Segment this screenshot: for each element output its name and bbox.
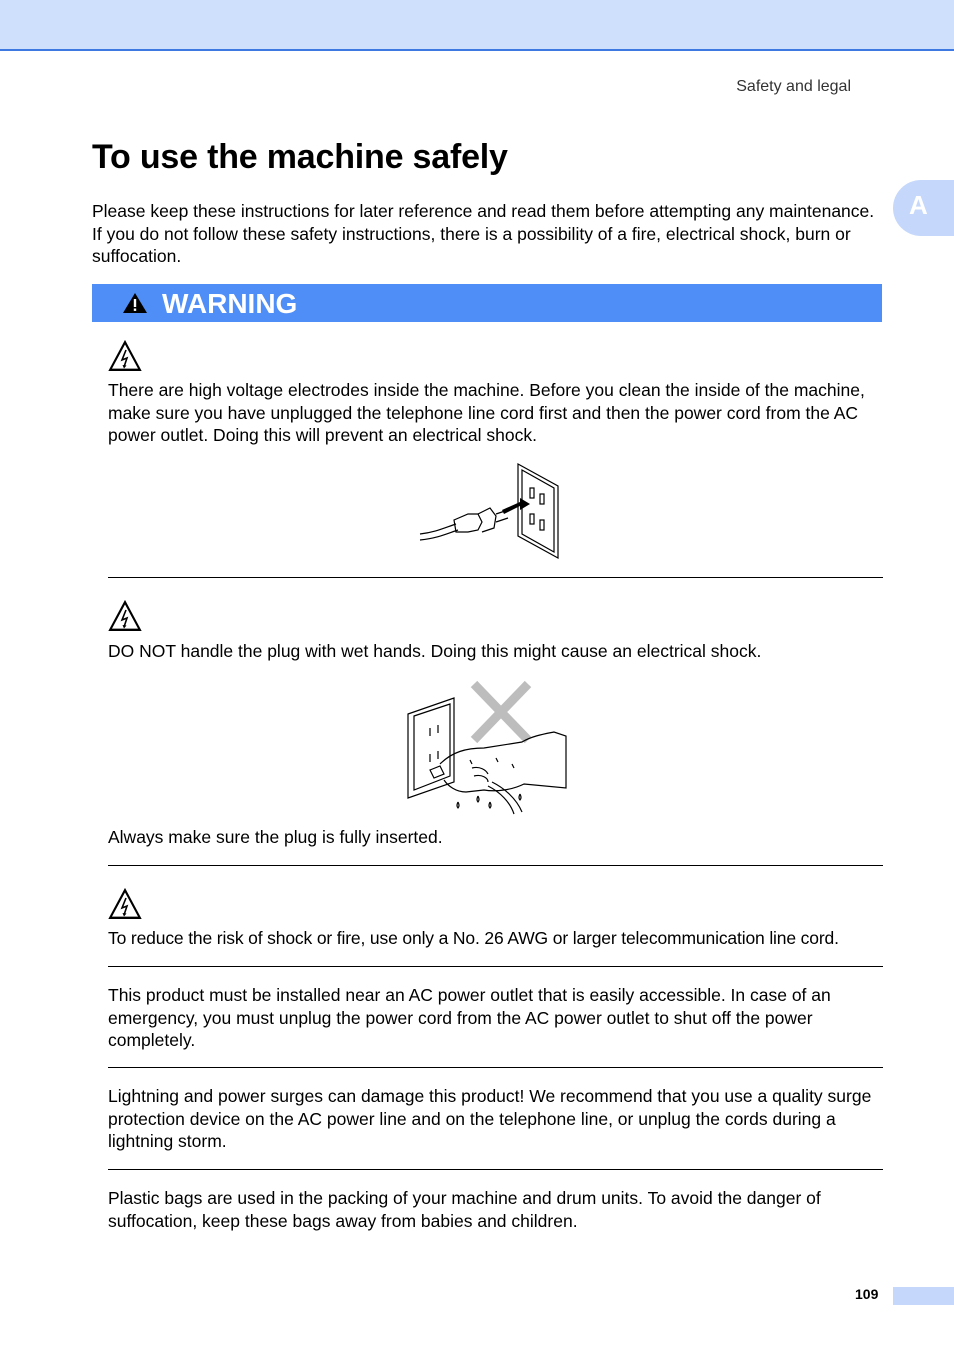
divider [108, 577, 883, 578]
warning-label: WARNING [162, 288, 298, 319]
divider [108, 966, 883, 967]
warning-text-electrodes: There are high voltage electrodes inside the machine. Before you clean the inside of the machine, make sure you have unplugged the telephone line cord first and then the power cord from the AC power outlet. Doing this will prevent an electrical shock. [108, 380, 865, 445]
unplug-power-cord-illustration [416, 462, 562, 560]
high-voltage-icon [108, 340, 142, 372]
warning-banner [92, 284, 882, 322]
divider [108, 1169, 883, 1170]
high-voltage-icon [108, 888, 142, 920]
page-title: To use the machine safely [92, 138, 508, 176]
warning-text-line-cord: To reduce the risk of shock or fire, use only a No. 26 AWG or larger telecommunication line cord. [108, 928, 839, 948]
note-plug-inserted: Always make sure the plug is fully inserted. [108, 827, 443, 847]
chapter-tab-letter: A [909, 190, 928, 220]
section-label: Safety and legal [736, 78, 851, 95]
wet-hands-prohibited-illustration [404, 678, 570, 816]
high-voltage-icon [108, 600, 142, 632]
header-band [0, 0, 954, 51]
chapter-tab [893, 180, 954, 236]
warning-text-power-outlet: This product must be installed near an AC power outlet that is easily accessible. In case of an emergency, you must unplug the power cord from the AC power outlet to shut off the power completely. [108, 985, 831, 1050]
warning-text-lightning: Lightning and power surges can damage this product! We recommend that you use a quality surge protection device on the AC power line and on the telephone line, or unplug the cords during a lightning storm. [108, 1086, 872, 1151]
warning-text-wet-hands: DO NOT handle the plug with wet hands. Doing this might cause an electrical shock. [108, 641, 762, 661]
page-number: 109 [855, 1286, 879, 1302]
divider [108, 865, 883, 866]
footer-tab [893, 1287, 954, 1305]
divider [108, 1067, 883, 1068]
warning-text-plastic-bags: Plastic bags are used in the packing of your machine and drum units. To avoid the danger of suffocation, keep these bags away from babies and children. [108, 1188, 821, 1231]
warning-triangle-icon [122, 292, 148, 314]
intro-paragraph: Please keep these instructions for later reference and read them before attempting any maintenance. If you do not follow these safety instructions, there is a possibility of a fire, electrical shock, burn or suffocation. [92, 201, 875, 266]
